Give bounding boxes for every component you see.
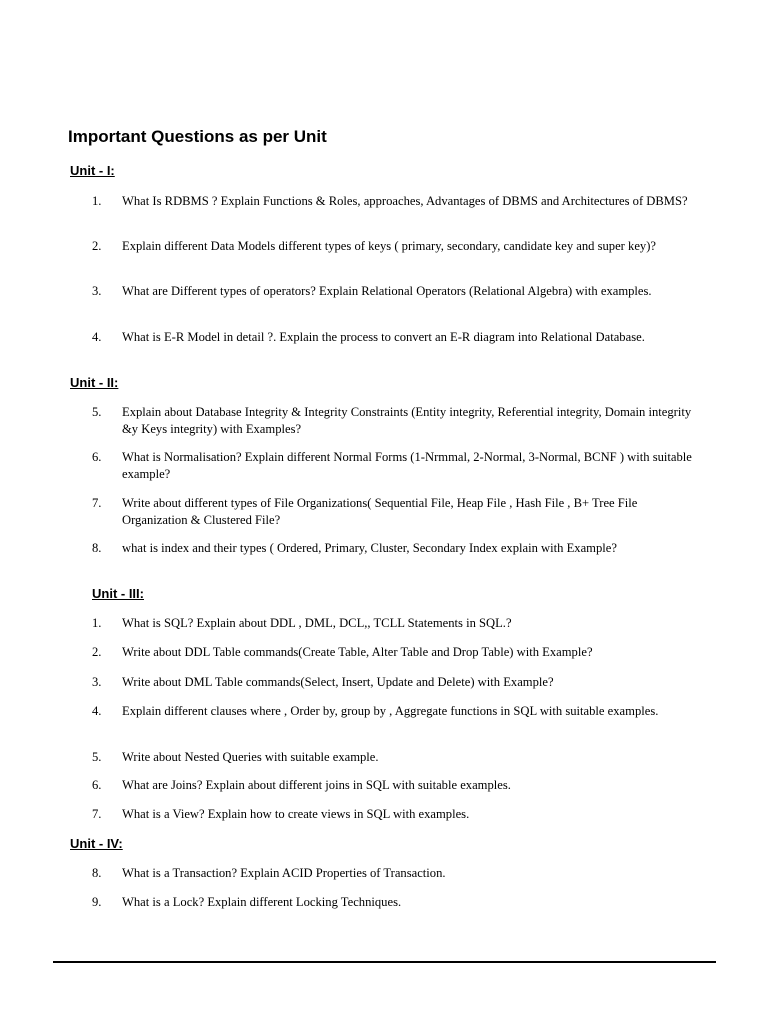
question-number: 7. xyxy=(92,496,102,510)
question-number: 9. xyxy=(92,895,102,909)
question-number: 3. xyxy=(92,284,102,298)
question-item xyxy=(92,674,698,691)
unit-4-heading: Unit - IV: xyxy=(70,836,123,851)
question-item xyxy=(92,894,698,911)
question-number: 3. xyxy=(92,675,102,689)
question-text: What Is RDBMS ? Explain Functions & Roles, approaches, Advantages of DBMS and Architectures of DBMS? xyxy=(122,194,688,208)
question-item xyxy=(92,283,698,300)
question-item xyxy=(92,749,698,766)
question-text: What is E-R Model in detail ?. Explain the process to convert an E-R diagram into Relational Database. xyxy=(122,330,645,344)
question-item xyxy=(92,495,698,528)
question-item xyxy=(92,806,698,823)
question-text: Explain about Database Integrity & Integrity Constraints (Entity integrity, Referential integrity, Domain integrity &y Keys integrity) with Examples? xyxy=(122,405,692,436)
question-item xyxy=(92,865,698,882)
question-item xyxy=(92,540,698,557)
question-number: 6. xyxy=(92,450,102,464)
footer-rule xyxy=(53,961,716,963)
question-text: What are Joins? Explain about different joins in SQL with suitable examples. xyxy=(122,778,511,792)
question-number: 2. xyxy=(92,645,102,659)
question-text: What is a Lock? Explain different Locking Techniques. xyxy=(122,895,402,909)
question-text: Write about Nested Queries with suitable example. xyxy=(122,750,379,764)
question-text: what is index and their types ( Ordered, Primary, Cluster, Secondary Index explain with Example? xyxy=(122,541,617,555)
question-text: Explain different clauses where , Order by, group by , Aggregate functions in SQL with suitable examples. xyxy=(122,704,659,718)
question-item xyxy=(92,777,698,794)
question-number: 8. xyxy=(92,541,102,555)
page-title: Important Questions as per Unit xyxy=(68,127,327,146)
question-text: What is Normalisation? Explain different Normal Forms (1-Nrmmal, 2-Normal, 3-Normal, BCNF ) with suitable example? xyxy=(122,450,692,481)
question-item xyxy=(92,193,698,210)
question-text: Write about different types of File Organizations( Sequential File, Heap File , Hash File , B+ Tree File Organization & Clustered File? xyxy=(122,496,638,527)
unit-1-heading: Unit - I: xyxy=(70,163,115,178)
question-item xyxy=(92,329,698,346)
question-item xyxy=(92,449,698,482)
question-item xyxy=(92,644,698,661)
question-number: 5. xyxy=(92,750,102,764)
question-number: 1. xyxy=(92,616,102,630)
question-text: Write about DDL Table commands(Create Table, Alter Table and Drop Table) with Example? xyxy=(122,645,593,659)
question-text: What is SQL? Explain about DDL , DML, DCL,, TCLL Statements in SQL.? xyxy=(122,616,512,630)
question-item xyxy=(92,238,698,255)
question-number: 5. xyxy=(92,405,102,419)
question-text: Explain different Data Models different types of keys ( primary, secondary, candidate key and super key)? xyxy=(122,239,656,253)
question-number: 8. xyxy=(92,866,102,880)
question-text: What is a View? Explain how to create views in SQL with examples. xyxy=(122,807,470,821)
unit-2-heading: Unit - II: xyxy=(70,375,119,390)
question-number: 4. xyxy=(92,330,102,344)
question-text: What is a Transaction? Explain ACID Properties of Transaction. xyxy=(122,866,446,880)
question-number: 4. xyxy=(92,704,102,718)
question-item xyxy=(92,615,698,632)
question-item xyxy=(92,703,698,720)
question-text: What are Different types of operators? Explain Relational Operators (Relational Algebra) with examples. xyxy=(122,284,652,298)
question-number: 2. xyxy=(92,239,102,253)
question-item xyxy=(92,404,698,437)
question-number: 1. xyxy=(92,194,102,208)
question-number: 7. xyxy=(92,807,102,821)
question-text: Write about DML Table commands(Select, Insert, Update and Delete) with Example? xyxy=(122,675,554,689)
unit-3-heading: Unit - III: xyxy=(92,586,144,601)
question-number: 6. xyxy=(92,778,102,792)
